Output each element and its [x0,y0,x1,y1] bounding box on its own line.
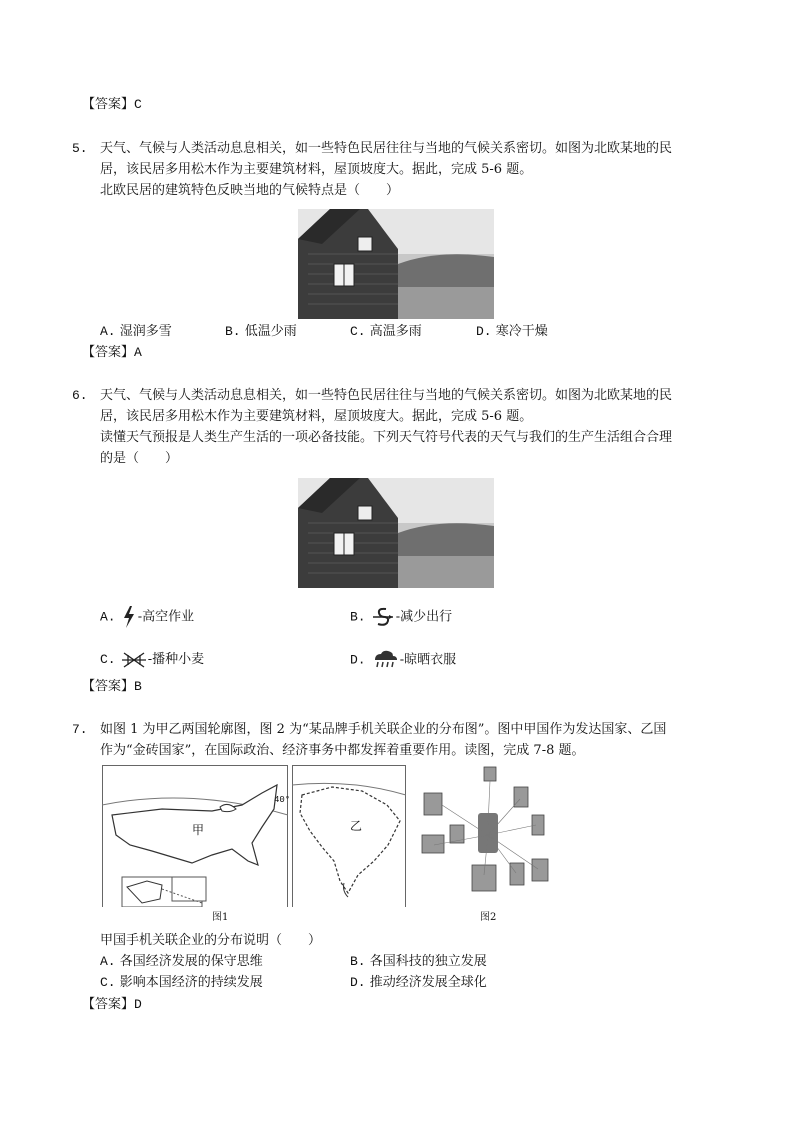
frost-icon [122,651,146,669]
question-text-line1: 读懂天气预报是人类生产生活的一项必备技能。下列天气符号代表的天气与我们的生产生活组合合理 [100,430,673,445]
q5-answer: 【答案】A [82,345,142,360]
sandstorm-icon [372,606,394,628]
option-d: D. -晾晒衣服 [350,650,456,671]
question-number: 6. [72,388,88,403]
nordic-house-photo [298,478,494,588]
question-text-line2: 的是（ ） [100,451,179,466]
country-a-label: 甲 [192,823,205,837]
option-b: B. -减少出行 [350,606,452,628]
question-stem-line1: 如图 1 为甲乙两国轮廓图，图 2 为“某品牌手机关联企业的分布图”。图中甲国作为发达国家、乙国 [100,722,667,737]
figure-2-caption: 图2 [480,912,497,923]
option-a: A. 湿润多雪 [100,324,172,339]
map-country-b [292,765,406,907]
rain-icon [372,650,398,670]
lightning-icon [122,606,136,628]
nordic-house-photo [298,209,494,319]
q4-answer [82,95,142,115]
option-b: B. 低温少雨 [225,324,297,339]
option-d: D. 推动经济发展全球化 [350,975,487,990]
question-stem-line1: 天气、气候与人类活动息息相关，如一些特色民居往往与当地的气候关系密切。如图为北欧某地的民 [100,388,673,403]
question-stem-line2: 作为“金砖国家”，在国际政治、经济事务中都发挥着重要作用。读图，完成 7-8 题。 [100,743,585,758]
figure-1-caption: 图1 [212,912,229,923]
q6-answer: 【答案】B [82,679,142,694]
answer-label: 【答案】 [82,97,135,112]
latitude-label: 40° [274,795,291,805]
option-c: C. 高温多雨 [350,324,422,339]
option-b: B. 各国科技的独立发展 [350,954,487,969]
question-stem-line1: 天气、气候与人类活动息息相关，如一些特色民居往往与当地的气候关系密切。如图为北欧某地的民 [100,141,673,156]
option-d: D. 寒冷干燥 [476,324,548,339]
answer-value: C [134,97,142,112]
option-c: C. -播种小麦 [100,652,205,667]
question-number: 5. [72,141,88,156]
phone-company-distribution-figure [414,765,564,907]
map-country-a [102,765,291,907]
question-stem-line2: 居，该民居多用松木作为主要建筑材料，屋顶坡度大。据此，完成 5-6 题。 [100,409,533,424]
question-text: 北欧民居的建筑特色反映当地的气候特点是（ ） [100,183,400,198]
option-a: A. -高空作业 [100,606,194,628]
question-text: 甲国手机关联企业的分布说明（ ） [100,933,322,948]
country-b-label: 乙 [350,819,363,833]
option-a: A. 各国经济发展的保守思维 [100,954,263,969]
q7-answer: 【答案】D [82,997,142,1012]
option-c: C. 影响本国经济的持续发展 [100,975,263,990]
question-number: 7. [72,722,88,737]
question-stem-line2: 居，该民居多用松木作为主要建筑材料，屋顶坡度大。据此，完成 5-6 题。 [100,162,533,177]
